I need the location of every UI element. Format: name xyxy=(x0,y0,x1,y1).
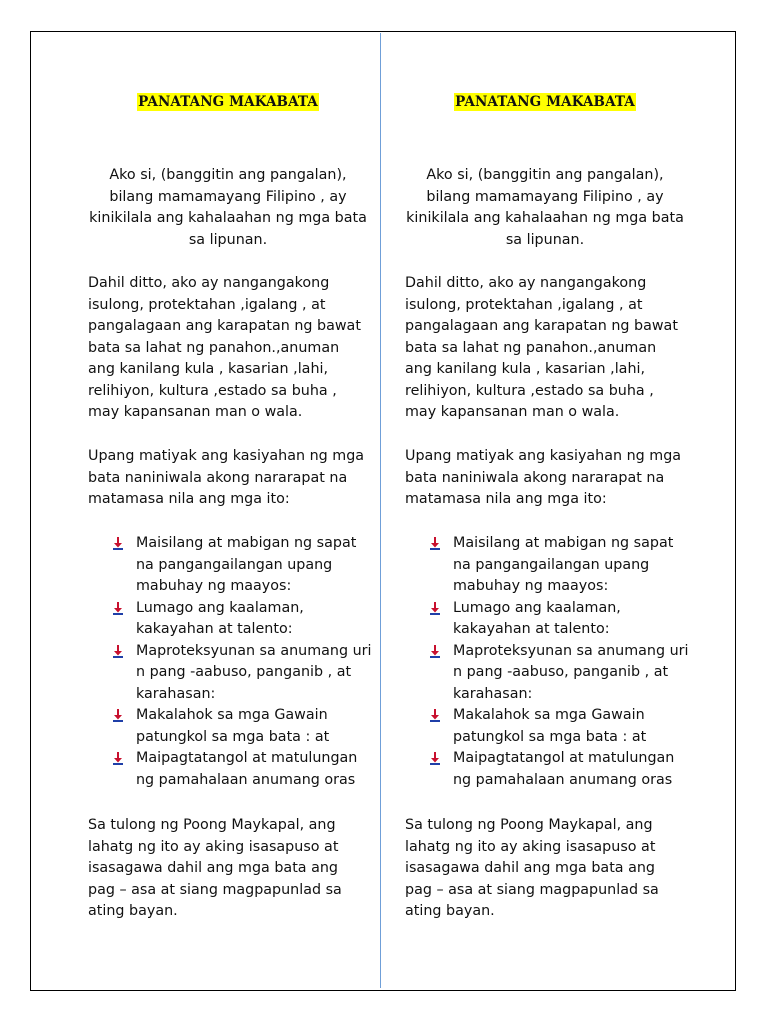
list-item xyxy=(429,533,695,598)
intro-paragraph: Ako si, (banggitin ang pangalan), bilang mamamayang Filipino , ay kinikilala ang kahalaahan ng mga bata sa lipunan. xyxy=(89,167,367,248)
list-item-text: Maisilang at mabigan ng sapat na pangangailangan upang mabuhay ng maayos: xyxy=(136,535,357,594)
arrow-down-bullet-icon xyxy=(429,537,441,550)
page-title: PANATANG MAKABATA xyxy=(138,94,318,110)
list-item-text: Lumago ang kaalaman, kakayahan at talento: xyxy=(136,599,304,637)
list-item xyxy=(112,598,378,641)
rights-list xyxy=(112,533,378,791)
list-item xyxy=(112,641,378,706)
list-item xyxy=(112,533,378,598)
arrow-down-bullet-icon xyxy=(429,709,441,722)
closing-paragraph: Sa tulong ng Poong Maykapal, ang lahatg ng ito ay aking isasapuso at isasagawa dahil ang mga bata ang pag – asa at siang magpapunlad sa ating bayan. xyxy=(405,817,659,919)
list-item xyxy=(429,748,695,791)
closing-paragraph: Sa tulong ng Poong Maykapal, ang lahatg ng ito ay aking isasapuso at isasagawa dahil ang mga bata ang pag – asa at siang magpapunlad sa ating bayan. xyxy=(88,817,342,919)
rights-list xyxy=(429,533,695,791)
rights-intro-paragraph: Upang matiyak ang kasiyahan ng mga bata naniniwala akong nararapat na matamasa nila ang mga ito: xyxy=(405,448,682,507)
list-item xyxy=(429,641,695,706)
arrow-down-bullet-icon xyxy=(429,752,441,765)
arrow-down-bullet-icon xyxy=(429,645,441,658)
list-item-text: Lumago ang kaalaman, kakayahan at talento: xyxy=(453,599,621,637)
list-item-text: Maipagtatangol at matulungan ng pamahalaan anumang oras xyxy=(136,750,358,788)
column-divider xyxy=(380,33,381,988)
list-item-text: Maipagtatangol at matulungan ng pamahalaan anumang oras xyxy=(453,750,675,788)
title-wrap xyxy=(88,93,368,111)
list-item-text: Maproteksyunan sa anumang uri n pang -aabuso, panganib , at karahasan: xyxy=(136,642,372,702)
list-item-text: Makalahok sa mga Gawain patungkol sa mga bata : at xyxy=(136,707,330,745)
list-item xyxy=(112,748,378,791)
list-item xyxy=(429,598,695,641)
pledge-paragraph: Dahil ditto, ako ay nangangakong isulong, protektahan ,igalang , at pangalagaan ang karapatan ng bawat bata sa lahat ng panahon.,anuman ang kanilang kula , kasarian ,lahi, relihiyon, kultura ,estado sa buha , may kapansanan man o wala. xyxy=(405,275,678,420)
list-item xyxy=(429,705,695,748)
arrow-down-bullet-icon xyxy=(429,602,441,615)
page-title: PANATANG MAKABATA xyxy=(455,94,635,110)
list-item xyxy=(112,705,378,748)
list-item-text: Maproteksyunan sa anumang uri n pang -aabuso, panganib , at karahasan: xyxy=(453,642,689,702)
arrow-down-bullet-icon xyxy=(112,602,124,615)
list-item-text: Maisilang at mabigan ng sapat na pangangailangan upang mabuhay ng maayos: xyxy=(453,535,674,594)
list-item-text: Makalahok sa mga Gawain patungkol sa mga bata : at xyxy=(453,707,647,745)
title-wrap xyxy=(405,93,685,111)
arrow-down-bullet-icon xyxy=(112,752,124,765)
arrow-down-bullet-icon xyxy=(112,537,124,550)
intro-paragraph: Ako si, (banggitin ang pangalan), bilang mamamayang Filipino , ay kinikilala ang kahalaahan ng mga bata sa lipunan. xyxy=(406,167,684,248)
pledge-paragraph: Dahil ditto, ako ay nangangakong isulong, protektahan ,igalang , at pangalagaan ang karapatan ng bawat bata sa lahat ng panahon.,anuman ang kanilang kula , kasarian ,lahi, relihiyon, kultura ,estado sa buha , may kapansanan man o wala. xyxy=(88,275,361,420)
rights-intro-paragraph: Upang matiyak ang kasiyahan ng mga bata naniniwala akong nararapat na matamasa nila ang mga ito: xyxy=(88,448,365,507)
arrow-down-bullet-icon xyxy=(112,709,124,722)
arrow-down-bullet-icon xyxy=(112,645,124,658)
